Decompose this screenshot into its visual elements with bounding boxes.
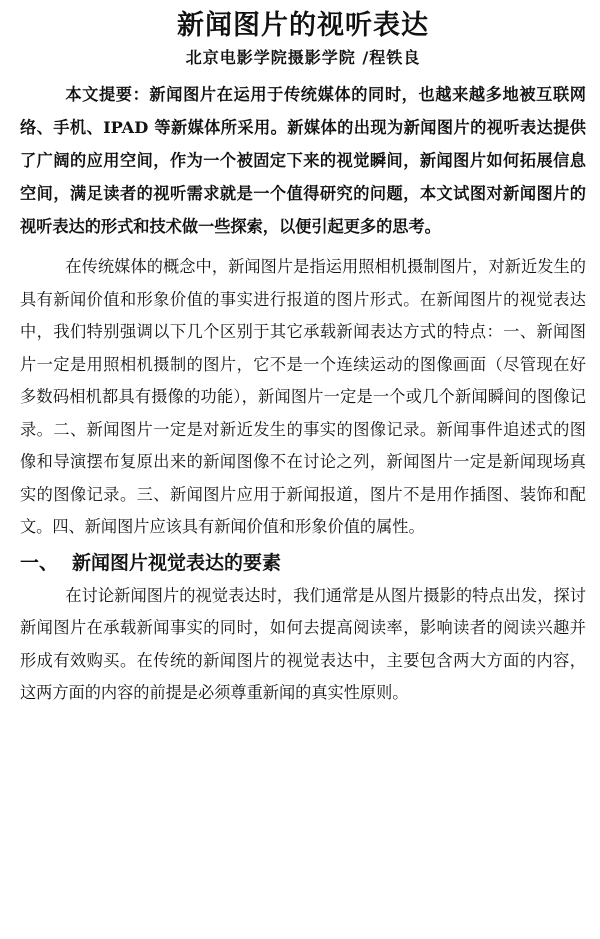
article-author: 北京电影学院摄影学院 /程铁良: [185, 48, 421, 67]
section-number: 一、: [20, 551, 59, 574]
section-paragraph: 在讨论新闻图片的视觉表达时，我们通常是从图片摄影的特点出发，探讨新闻图片在承载新闻事实的同时，如何去提高阅读率，影响读者的阅读兴趣并形成有效购买。在传统的新闻图片的视觉表达中，主要包含两大方面的内容，这两方面的内容的前提是必须尊重新闻的真实性原则。: [20, 585, 586, 702]
article-title: 新闻图片的视听表达: [177, 10, 429, 41]
section-title: 新闻图片视觉表达的要素: [72, 551, 282, 574]
article-abstract: 本文提要：新闻图片在运用于传统媒体的同时，也越来越多地被互联网络、手机、IPAD 等新媒体所采用。新媒体的出现为新闻图片的视听表达提供了广阔的应用空间，作为一个被固定下来的视觉瞬间，新闻图片如何拓展信息空间，满足读者的视听需求就是一个值得研究的问题，本文试图对新闻图片的视听表达的形式和技术做一些探索，以便引起更多的思考。: [20, 85, 586, 236]
section-heading: [20, 546, 586, 580]
intro-paragraph: 在传统媒体的概念中，新闻图片是指运用照相机摄制图片，对新近发生的具有新闻价值和形象价值的事实进行报道的图片形式。在新闻图片的视觉表达中，我们特别强调以下几个区别于其它承载新闻表达方式的特点：一、新闻图片一定是用照相机摄制的图片，它不是一个连续运动的图像画面（尽管现在好多数码相机都具有摄像的功能），新闻图片一定是一个或几个新闻瞬间的图像记录。二、新闻图片一定是对新近发生的事实的图像记录。新闻事件追述式的图像和导演摆布复原出来的新闻图像不在讨论之列，新闻图片一定是新闻现场真实的图像记录。三、新闻图片应用于新闻报道，图片不是用作插图、装饰和配文。四、新闻图片应该具有新闻价值和形象价值的属性。: [20, 257, 586, 536]
